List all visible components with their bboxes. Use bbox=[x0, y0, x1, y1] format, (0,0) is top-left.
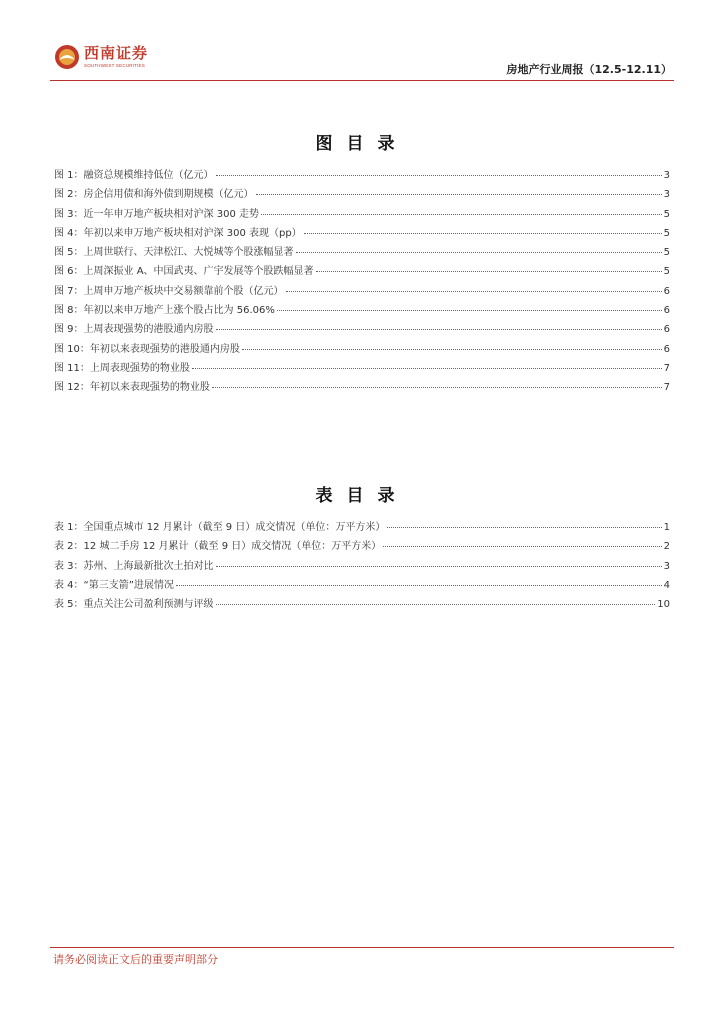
toc-entry[interactable] bbox=[54, 262, 670, 281]
toc-leader bbox=[316, 271, 662, 272]
report-title: 房地产行业周报（12.5-12.11） bbox=[506, 63, 672, 76]
footer-divider bbox=[50, 947, 674, 948]
toc-entry[interactable] bbox=[54, 378, 670, 397]
toc-leader bbox=[261, 214, 662, 215]
toc-entry-label: 图 12：年初以来表现强势的物业股 bbox=[54, 382, 210, 394]
toc-entry-label: 图 6：上周深振业 A、中国武夷、广宇发展等个股跌幅显著 bbox=[54, 266, 314, 278]
toc-leader bbox=[277, 310, 662, 311]
toc-entry[interactable] bbox=[54, 557, 670, 576]
toc-entry[interactable] bbox=[54, 320, 670, 339]
toc-entry[interactable] bbox=[54, 166, 670, 185]
toc-entry-page: 5 bbox=[663, 208, 670, 220]
header-divider bbox=[50, 80, 674, 81]
company-logo bbox=[54, 44, 148, 70]
toc-leader bbox=[176, 585, 662, 586]
toc-leader bbox=[387, 527, 661, 528]
toc-leader bbox=[216, 329, 662, 330]
toc-entry-label: 表 2：12 城二手房 12 月累计（截至 9 日）成交情况（单位：万平方米） bbox=[54, 541, 382, 553]
toc-leader bbox=[286, 291, 662, 292]
toc-entry-label: 图 7：上周申万地产板块中交易额靠前个股（亿元） bbox=[54, 285, 284, 297]
toc-leader bbox=[304, 233, 662, 234]
toc-entry-page: 10 bbox=[657, 599, 670, 611]
toc-entry[interactable] bbox=[54, 340, 670, 359]
toc-entry-page: 1 bbox=[663, 522, 670, 533]
toc-entry[interactable] bbox=[54, 518, 670, 537]
toc-entry-label: 图 9：上周表现强势的港股通内房股 bbox=[54, 324, 214, 336]
table-toc-heading: 表目录 bbox=[315, 486, 409, 506]
toc-entry-label: 表 4：“第三支箭”进展情况 bbox=[54, 579, 174, 591]
toc-entry-page: 5 bbox=[663, 266, 670, 278]
toc-entry-label: 图 2：房企信用债和海外债到期规模（亿元） bbox=[54, 189, 254, 201]
toc-leader bbox=[256, 194, 662, 195]
toc-entry-page: 6 bbox=[663, 324, 670, 336]
toc-entry-page: 3 bbox=[663, 170, 670, 181]
toc-entry-page: 3 bbox=[663, 189, 670, 201]
toc-leader bbox=[296, 252, 662, 253]
toc-entry-label: 图 5：上周世联行、天津松江、大悦城等个股涨幅显著 bbox=[54, 247, 294, 259]
toc-entry-label: 图 1：融资总规模维持低位（亿元） bbox=[54, 170, 214, 181]
toc-entry-page: 4 bbox=[663, 579, 670, 591]
toc-entry-page: 6 bbox=[663, 343, 670, 355]
toc-leader bbox=[383, 546, 661, 547]
toc-entry-page: 6 bbox=[663, 285, 670, 297]
toc-entry-label: 表 5：重点关注公司盈利预测与评级 bbox=[54, 599, 214, 611]
toc-entry-page: 6 bbox=[663, 305, 670, 317]
figure-toc-heading: 图目录 bbox=[315, 134, 409, 154]
toc-leader bbox=[212, 387, 662, 388]
toc-entry[interactable] bbox=[54, 301, 670, 320]
toc-leader bbox=[216, 175, 662, 176]
toc-entry-label: 图 11：上周表现强势的物业股 bbox=[54, 362, 190, 374]
toc-entry-label: 图 3：近一年申万地产板块相对沪深 300 走势 bbox=[54, 208, 259, 220]
toc-entry[interactable] bbox=[54, 282, 670, 301]
toc-leader bbox=[216, 566, 662, 567]
toc-entry-page: 7 bbox=[663, 362, 670, 374]
toc-entry[interactable] bbox=[54, 576, 670, 595]
logo-name-en: SOUTHWEST SECURITIES bbox=[84, 62, 145, 68]
toc-entry-label: 图 10：年初以来表现强势的港股通内房股 bbox=[54, 343, 240, 355]
figure-toc-list bbox=[54, 166, 670, 398]
toc-leader bbox=[192, 368, 662, 369]
toc-entry-label: 图 8：年初以来申万地产上涨个股占比为 56.06% bbox=[54, 305, 275, 317]
toc-entry-page: 7 bbox=[663, 382, 670, 394]
logo-name-cn: 西南证券 bbox=[84, 43, 149, 62]
toc-entry[interactable] bbox=[54, 537, 670, 556]
toc-entry-page: 5 bbox=[663, 247, 670, 259]
toc-leader bbox=[216, 604, 656, 605]
toc-entry-page: 5 bbox=[663, 227, 670, 239]
toc-entry-label: 图 4：年初以来申万地产板块相对沪深 300 表现（pp） bbox=[54, 227, 302, 239]
toc-entry-label: 表 1：全国重点城市 12 月累计（截至 9 日）成交情况（单位：万平方米） bbox=[54, 522, 386, 533]
toc-entry-page: 3 bbox=[663, 560, 670, 572]
toc-leader bbox=[242, 349, 662, 350]
disclaimer-notice: 请务必阅读正文后的重要声明部分 bbox=[53, 953, 218, 966]
table-toc-list bbox=[54, 518, 670, 614]
toc-entry[interactable] bbox=[54, 359, 670, 378]
logo-emblem-icon bbox=[54, 44, 80, 70]
toc-entry[interactable] bbox=[54, 243, 670, 262]
toc-entry[interactable] bbox=[54, 224, 670, 243]
toc-entry-page: 2 bbox=[663, 541, 670, 553]
toc-entry[interactable] bbox=[54, 185, 670, 204]
toc-entry-label: 表 3：苏州、上海最新批次土拍对比 bbox=[54, 560, 214, 572]
toc-entry[interactable] bbox=[54, 595, 670, 614]
toc-entry[interactable] bbox=[54, 205, 670, 224]
